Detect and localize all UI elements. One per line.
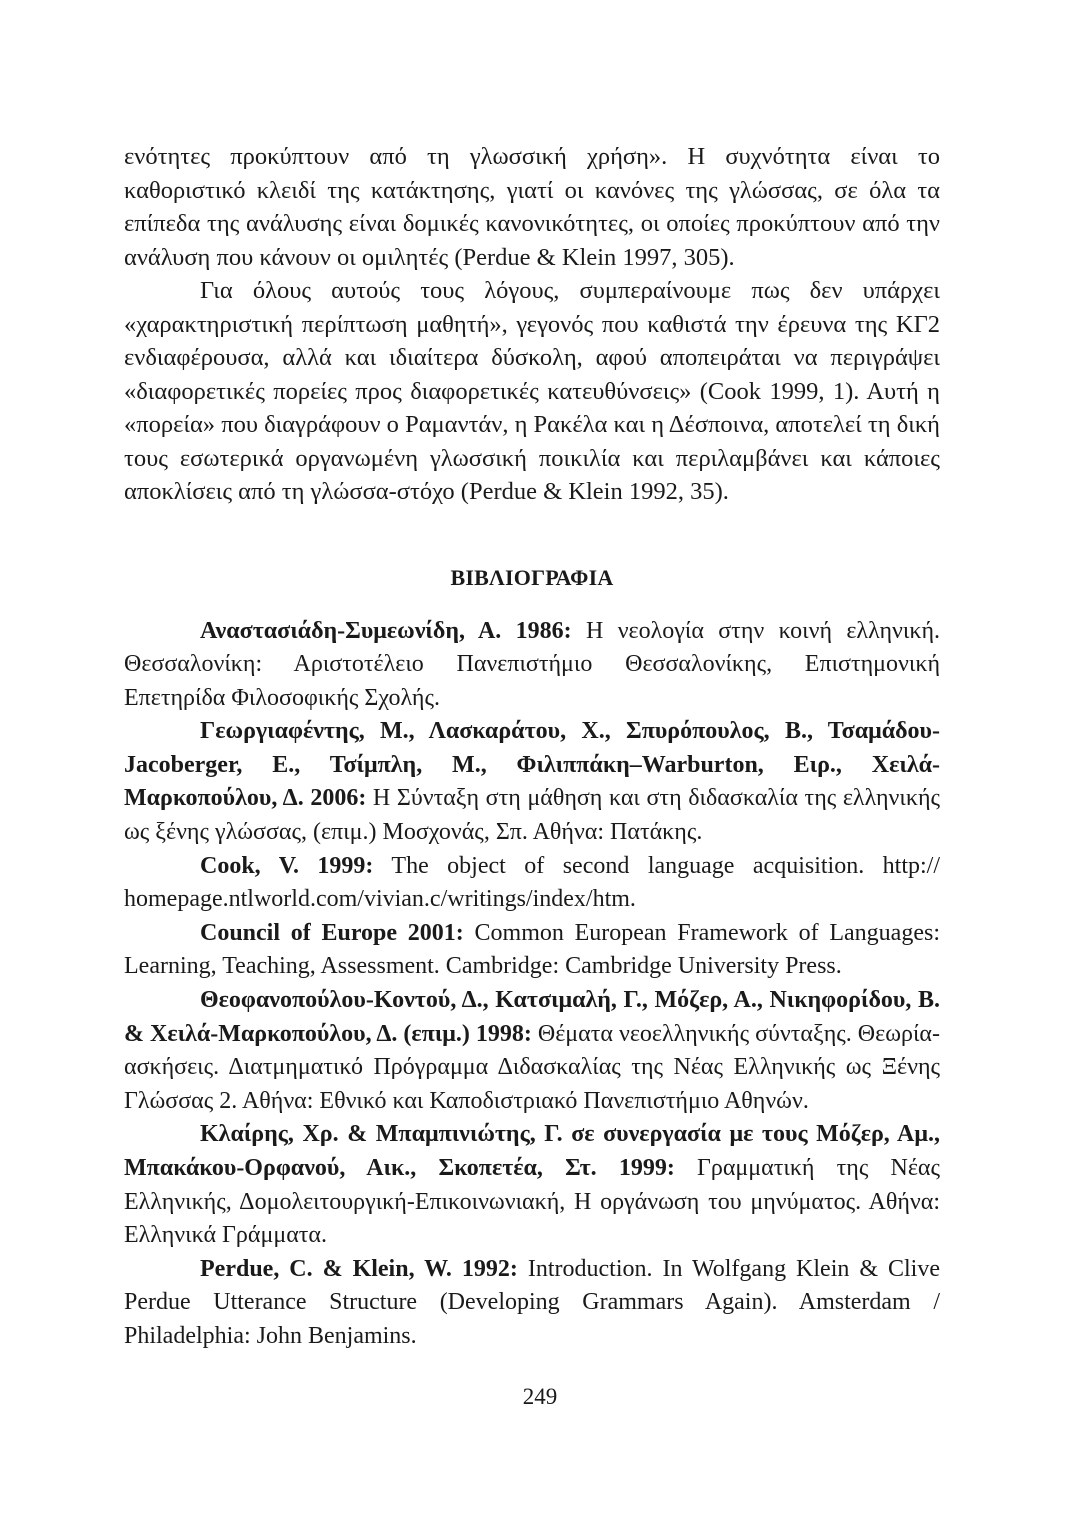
- entry-text: Introduction. In Wolfgang Klein & Clive Perdue Utterance Structure (Developing Grammars Again). Amsterdam / Philadelphia: John Benjamins.: [124, 1255, 940, 1349]
- bibliography-entry: [124, 917, 940, 984]
- entry-text: Common European Framework of Languages: Learning, Teaching, Assessment. Cambridge: Cambridge University Press.: [124, 919, 940, 980]
- entry-author: Cook, V. 1999:: [200, 852, 374, 879]
- entry-author: Κλαίρης, Χρ. & Μπαμπινιώτης, Γ. σε συνεργασία με τους Μόζερ, Αμ., Μπακάκου-Ορφανού, Αικ., Σκοπετέα, Στ. 1999:: [124, 1121, 940, 1181]
- entry-author: Perdue, C. & Klein, W. 1992:: [200, 1255, 518, 1282]
- bibliography-entry: [124, 715, 940, 849]
- page-content: [124, 140, 940, 1354]
- entry-author: Γεωργιαφέντης, Μ., Λασκαράτου, Χ., Σπυρόπουλος, Β., Τσαμάδου-Jacoberger, Ε., Τσίμπλη, Μ., Φιλιππάκη–Warburton, Ειρ., Χειλά-Μαρκοπούλου, Δ. 2006:: [124, 718, 940, 812]
- page-number: 249: [522, 1384, 558, 1409]
- bibliography-heading: ΒΙΒΛΙΟΓΡΑΦΙΑ: [450, 564, 614, 590]
- body-paragraph-2: Για όλους αυτούς τους λόγους, συμπεραίνουμε πως δεν υπάρχει «χαρακτηριστική περίπτωση μαθητή», γεγονός που καθιστά την έρευνα της ΚΓ2 ενδιαφέρουσα, αλλά και ιδιαίτερα δύσκολη, αφού αποπειράται να περιγράψει «διαφορετικές πορείες προς διαφορετικές κατευθύνσεις» (Cook 1999, 1). Αυτή η «πορεία» που διαγράφουν ο Ραμαντάν, η Ρακέλα και η Δέσποινα, αποτελεί τη δική τους εσωτερικά οργανωμένη γλωσσική ποικιλία και περιλαμβάνει και κάποιες αποκλίσεις από τη γλώσσα-στόχο (Perdue & Klein 1992, 35).: [124, 277, 940, 505]
- entry-author: Θεοφανοπούλου-Κοντού, Δ., Κατσιμαλή, Γ., Μόζερ, Α., Νικηφορίδου, Β. & Χειλά-Μαρκοπούλου, Δ. (επιμ.) 1998:: [124, 987, 940, 1047]
- entry-text: Η Σύνταξη στη μάθηση και στη διδασκαλία της ελληνικής ως ξένης γλώσσας, (επιμ.) Μοσχονάς, Σπ. Αθήνα: Πατάκης.: [124, 785, 941, 846]
- bibliography-entry: [124, 984, 940, 1118]
- bibliography-entry: [124, 850, 940, 917]
- entry-text: The object of second language acquisition. http:// homepage.ntlworld.com/vivian.c/writings/index/htm.: [124, 852, 940, 913]
- entry-text: Η νεολογία στην κοινή ελληνική. Θεσσαλονίκη: Αριστοτέλειο Πανεπιστήμιο Θεσσαλονίκης, Επιστημονική Επετηρίδα Φιλοσοφικής Σχολής.: [124, 617, 940, 711]
- bibliography-entry: [124, 1253, 940, 1354]
- bibliography-entry: [124, 615, 940, 716]
- entry-text: Θέματα νεοελληνικής σύνταξης. Θεωρία-ασκήσεις. Διατμηματικό Πρόγραμμα Διδασκαλίας της Νέας Ελληνικής ως Ξένης Γλώσσας 2. Αθήνα: Εθνικό και Καποδιστριακό Πανεπιστήμιο Αθηνών.: [124, 1020, 940, 1114]
- bibliography-list: [124, 615, 940, 1354]
- entry-author: Αναστασιάδη-Συμεωνίδη, Α. 1986:: [200, 617, 572, 644]
- bibliography-entry: [124, 1118, 940, 1252]
- entry-author: Council of Europe 2001:: [200, 919, 464, 946]
- entry-text: Γραμματική της Νέας Ελληνικής, Δομολειτουργική-Επικοινωνιακή, Η οργάνωση του μηνύματος. Αθήνα: Ελληνικά Γράμματα.: [124, 1155, 940, 1249]
- body-paragraph-1: ενότητες προκύπτουν από τη γλωσσική χρήση». Η συχνότητα είναι το καθοριστικό κλειδί της κατάκτησης, γιατί οι κανόνες της γλώσσας, σε όλα τα επίπεδα της ανάλυσης είναι δομικές κανονικότητες, οι οποίες προκύπτουν από την ανάλυση που κάνουν οι ομιλητές (Perdue & Klein 1997, 305).: [124, 143, 940, 271]
